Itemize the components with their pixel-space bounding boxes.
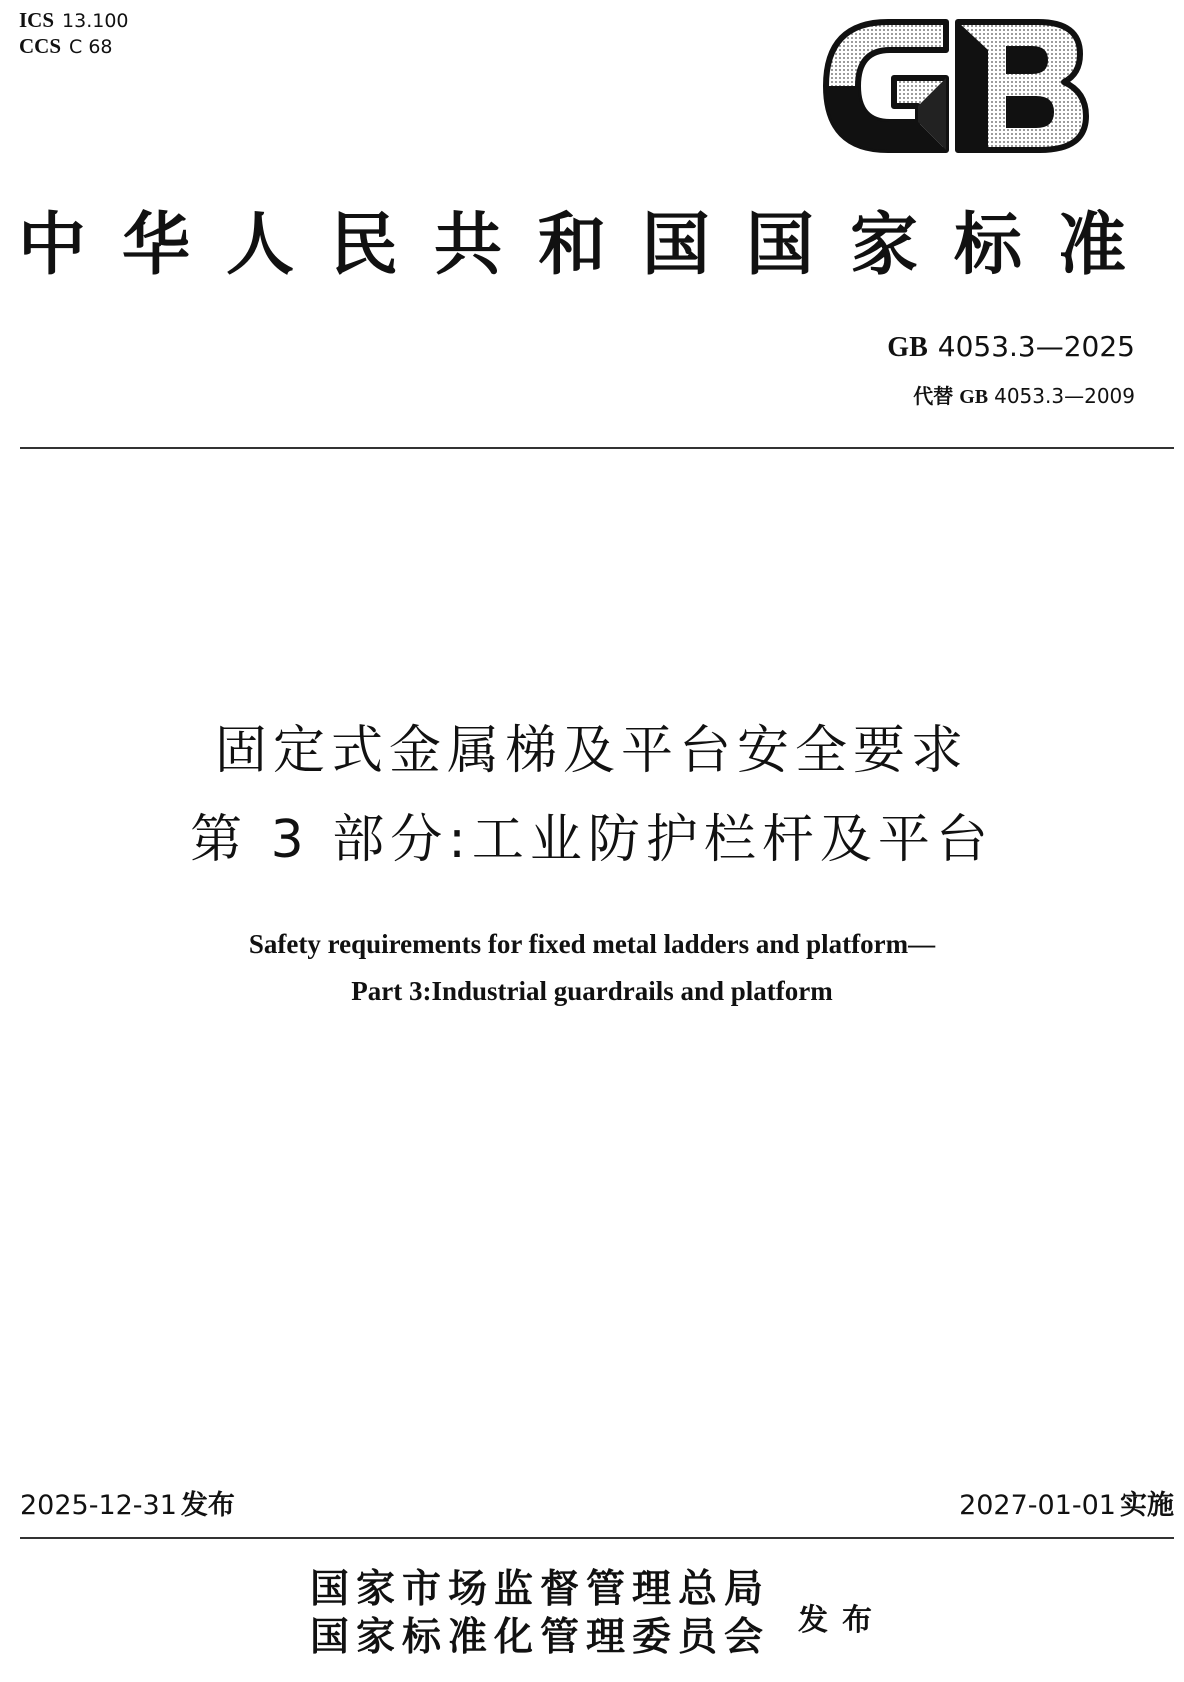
replaces-value: 4053.3—2009 xyxy=(994,384,1135,408)
classification-codes xyxy=(19,8,129,60)
ccs-value: C 68 xyxy=(69,36,113,58)
publish-date xyxy=(20,1488,235,1524)
ics-value: 13.100 xyxy=(62,10,129,32)
english-title-line1: Safety requirements for fixed metal ladders and platform— xyxy=(248,929,936,959)
ccs-code xyxy=(19,34,129,60)
standard-number xyxy=(887,330,1135,364)
english-title-line2: Part 3:Industrial guardrails and platform xyxy=(351,976,833,1006)
header-divider xyxy=(20,447,1174,449)
issuer-samr: 国家市场监督管理总局 xyxy=(310,1566,771,1612)
implement-date xyxy=(959,1488,1174,1524)
standard-number-value: 4053.3—2025 xyxy=(937,330,1135,363)
footer-divider xyxy=(20,1537,1174,1539)
replaces-label: 代替 xyxy=(913,384,954,408)
ics-code xyxy=(19,8,129,34)
ics-label: ICS xyxy=(19,8,55,32)
standard-number-prefix: GB xyxy=(887,332,928,363)
ccs-label: CCS xyxy=(19,34,62,58)
gb-logo-icon xyxy=(818,16,1094,156)
publish-word: 发布 xyxy=(180,1490,235,1521)
issuing-authorities xyxy=(310,1565,770,1661)
issue-verb: 发布 xyxy=(798,1603,886,1638)
issuer-sac: 国家标准化管理委员会 xyxy=(310,1614,771,1660)
chinese-title-line1: 固定式金属梯及平台安全要求 xyxy=(214,721,969,781)
implement-date-value: 2027-01-01 xyxy=(959,1490,1116,1521)
chinese-title-line2: 第 3 部分:工业防护栏杆及平台 xyxy=(190,810,994,870)
implement-word: 实施 xyxy=(1120,1490,1174,1521)
replaces-standard xyxy=(913,380,1135,409)
publish-date-value: 2025-12-31 xyxy=(20,1490,177,1521)
replaces-prefix: GB xyxy=(959,386,989,408)
standard-title: 中华人民共和国国家标准 xyxy=(18,205,1163,285)
